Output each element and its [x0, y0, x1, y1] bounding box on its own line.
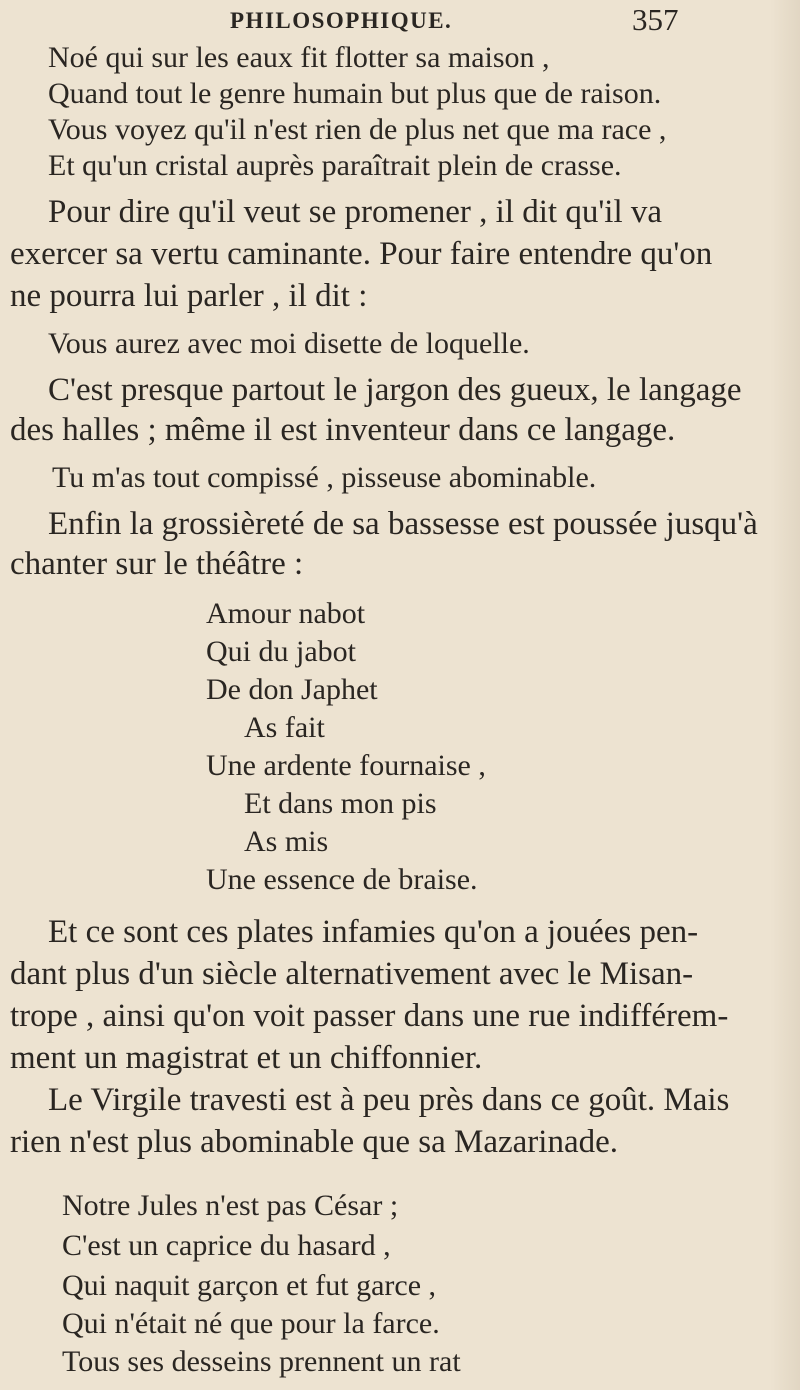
verse-line: Vous aurez avec moi disette de loquelle.	[48, 327, 530, 360]
song-line: Et dans mon pis	[244, 787, 437, 820]
verse-line: Qui n'était né que pour la farce.	[62, 1307, 440, 1340]
verse-line: Vous voyez qu'il n'est rien de plus net que ma race ,	[48, 113, 667, 146]
paragraph-line: rien n'est plus abominable que sa Mazarinade.	[10, 1124, 618, 1160]
song-line: As fait	[244, 711, 325, 744]
paragraph-line: Et ce sont ces plates infamies qu'on a jouées pen-	[48, 914, 699, 950]
song-line: Une ardente fournaise ,	[206, 749, 486, 782]
paragraph-line: Le Virgile travesti est à peu près dans ce goût. Mais	[48, 1082, 730, 1118]
song-line: Qui du jabot	[206, 635, 356, 668]
verse-line: Et qu'un cristal auprès paraîtrait plein de crasse.	[48, 149, 622, 182]
song-line: Une essence de braise.	[206, 863, 478, 896]
paragraph-line: ment un magistrat et un chiffonnier.	[10, 1040, 483, 1076]
verse-line: Tous ses desseins prennent un rat	[62, 1345, 461, 1378]
paragraph-line: C'est presque partout le jargon des gueux, le langage	[48, 372, 742, 408]
paragraph-line: dant plus d'un siècle alternativement avec le Misan-	[10, 956, 694, 992]
paragraph-line: chanter sur le théâtre :	[10, 546, 304, 582]
page-header	[0, 2, 800, 38]
verse-line: Tu m'as tout compissé , pisseuse abominable.	[52, 461, 597, 494]
paragraph-line: trope , ainsi qu'on voit passer dans une rue indifférem-	[10, 998, 729, 1034]
song-line: Amour nabot	[206, 597, 366, 630]
paragraph-line: des halles ; même il est inventeur dans ce langage.	[10, 412, 676, 448]
verse-line: Notre Jules n'est pas César ;	[62, 1189, 399, 1222]
page-shadow	[770, 0, 800, 1390]
verse-line: Noé qui sur les eaux fit flotter sa maison ,	[48, 41, 550, 74]
paragraph-line: Enfin la grossièreté de sa bassesse est poussée jusqu'à	[48, 506, 758, 542]
paragraph-line: Pour dire qu'il veut se promener , il dit qu'il va	[48, 194, 663, 230]
song-line: As mis	[244, 825, 329, 858]
verse-line: C'est un caprice du hasard ,	[62, 1229, 391, 1262]
verse-line: Quand tout le genre humain but plus que de raison.	[48, 77, 662, 110]
verse-line: Qui naquit garçon et fut garce ,	[62, 1269, 437, 1302]
page-number: 357	[632, 2, 679, 37]
paragraph-line: ne pourra lui parler , il dit :	[10, 278, 368, 314]
running-title: PHILOSOPHIQUE.	[230, 8, 453, 33]
song-line: De don Japhet	[206, 673, 378, 706]
paragraph-line: exercer sa vertu caminante. Pour faire entendre qu'on	[10, 236, 713, 272]
